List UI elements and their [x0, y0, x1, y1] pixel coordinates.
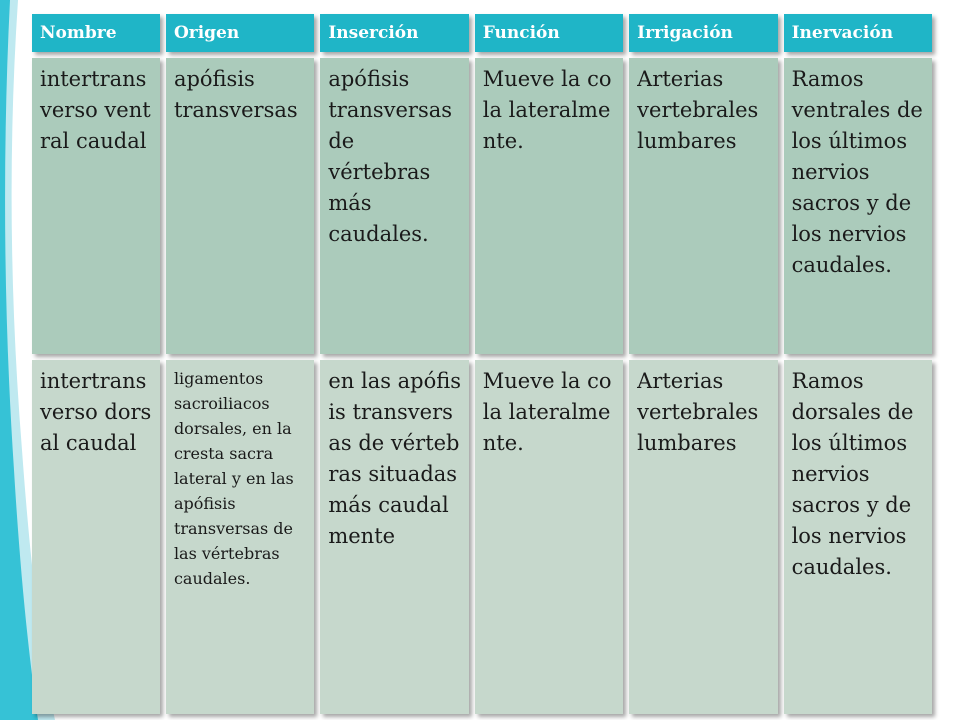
cell-insercion: apófisis transversas de vértebras más caudales. [320, 58, 468, 354]
cell-inervacion: Ramos dorsales de los últimos nervios sacros y de los nervios caudales. [784, 360, 932, 714]
header-inervacion: Inervación [784, 14, 932, 52]
header-insercion: Inserción [320, 14, 468, 52]
header-nombre: Nombre [32, 14, 160, 52]
cell-funcion: Mueve la cola lateralmente. [475, 58, 623, 354]
header-origen: Origen [166, 14, 314, 52]
table-row [32, 360, 932, 714]
header-irrigacion: Irrigación [629, 14, 777, 52]
cell-irrigacion: Arterias vertebrales lumbares [629, 360, 777, 714]
header-funcion: Función [475, 14, 623, 52]
cell-funcion: Mueve la cola lateralmente. [475, 360, 623, 714]
cell-insercion: en las apófisis transversas de vértebras situadas más caudalmente [320, 360, 468, 714]
table-header-row [32, 14, 932, 52]
muscle-table [26, 8, 938, 720]
cell-nombre: intertransverso ventral caudal [32, 58, 160, 354]
cell-nombre: intertransverso dorsal caudal [32, 360, 160, 714]
cell-irrigacion: Arterias vertebrales lumbares [629, 58, 777, 354]
table-row [32, 58, 932, 354]
cell-origen: apófisis transversas [166, 58, 314, 354]
cell-origen: ligamentos sacroiliacos dorsales, en la cresta sacra lateral y en las apófisis transversas de las vértebras caudales. [166, 360, 314, 714]
muscle-table-container [26, 8, 938, 720]
cell-inervacion: Ramos ventrales de los últimos nervios sacros y de los nervios caudales. [784, 58, 932, 354]
